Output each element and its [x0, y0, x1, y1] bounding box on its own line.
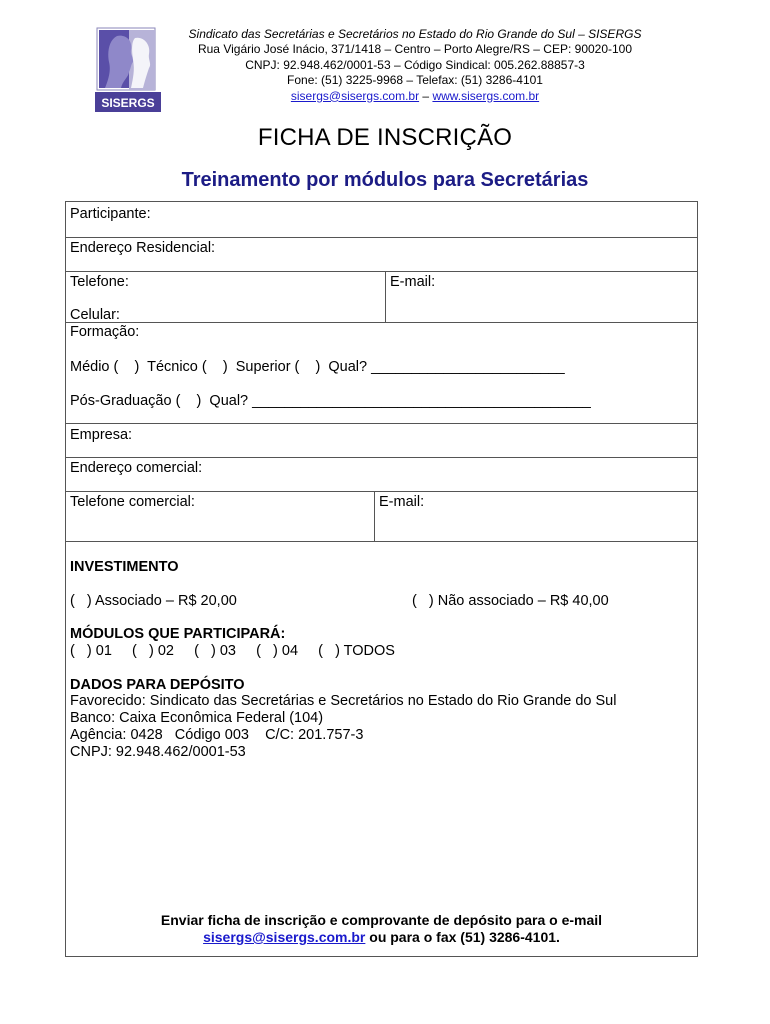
deposito-cnpj: CNPJ: 92.948.462/0001-53	[70, 744, 246, 760]
row-divider	[66, 423, 697, 424]
letterhead-contacts	[150, 89, 680, 104]
field-telefone[interactable]: Telefone:	[70, 274, 129, 290]
row-divider	[66, 541, 697, 542]
deposito-agencia: Agência: 0428 Código 003 C/C: 201.757-3	[70, 727, 364, 743]
row-divider	[66, 322, 697, 323]
deposito-banco: Banco: Caixa Econômica Federal (104)	[70, 710, 324, 726]
deposito-favorecido: Favorecido: Sindicato das Secretárias e Secretários no Estado do Rio Grande do Sul	[70, 693, 617, 709]
footer-email-link[interactable]: sisergs@sisergs.com.br	[203, 929, 366, 945]
field-endereco-comercial[interactable]: Endereço comercial:	[70, 460, 203, 476]
pos-graduacao-option[interactable]: Pós-Graduação ( ) Qual? __________________________________________	[70, 393, 591, 409]
field-email-comercial[interactable]: E-mail:	[379, 494, 425, 510]
letterhead-address: Rua Vigário José Inácio, 371/1418 – Centro – Porto Alegre/RS – CEP: 90020-100	[197, 42, 633, 57]
column-divider	[374, 491, 375, 541]
field-email[interactable]: E-mail:	[390, 274, 436, 290]
option-nao-associado[interactable]: ( ) Não associado – R$ 40,00	[412, 593, 609, 609]
formacao-nivel-options[interactable]: Médio ( ) Técnico ( ) Superior ( ) Qual? ________________________	[70, 359, 565, 375]
registration-form	[65, 201, 698, 957]
row-divider	[66, 271, 697, 272]
row-divider	[66, 237, 697, 238]
letterhead-email-link[interactable]: sisergs@sisergs.com.br	[290, 88, 420, 103]
document-subtitle: Treinamento por módulos para Secretárias	[181, 169, 589, 191]
footer-contact	[66, 929, 697, 945]
letterhead-phone: Fone: (51) 3225-9968 – Telefax: (51) 3286-4101	[287, 73, 543, 88]
field-formacao: Formação:	[70, 324, 140, 340]
letterhead-separator: –	[419, 88, 433, 103]
row-divider	[66, 491, 697, 492]
footer-instruction: Enviar ficha de inscrição e comprovante de depósito para o e-mail	[160, 912, 603, 928]
letterhead-website-link[interactable]: www.sisergs.com.br	[432, 88, 540, 103]
letterhead	[150, 27, 680, 104]
letterhead-cnpj: CNPJ: 92.948.462/0001-53 – Código Sindical: 005.262.88857-3	[245, 57, 585, 72]
column-divider	[385, 271, 386, 322]
investimento-heading: INVESTIMENTO	[70, 559, 179, 575]
field-endereco-residencial[interactable]: Endereço Residencial:	[70, 240, 216, 256]
field-celular[interactable]: Celular:	[70, 307, 120, 323]
field-empresa[interactable]: Empresa:	[70, 427, 133, 443]
row-divider	[66, 457, 697, 458]
modulos-options[interactable]: ( ) 01 ( ) 02 ( ) 03 ( ) 04 ( ) TODOS	[70, 643, 395, 659]
footer-fax: ou para o fax (51) 3286-4101.	[365, 929, 560, 945]
document-title: FICHA DE INSCRIÇÃO	[257, 124, 513, 151]
option-associado[interactable]: ( ) Associado – R$ 20,00	[70, 593, 237, 609]
field-participante[interactable]: Participante:	[70, 206, 151, 222]
field-telefone-comercial[interactable]: Telefone comercial:	[70, 494, 195, 510]
svg-text:SISERGS: SISERGS	[101, 96, 155, 110]
deposito-heading: DADOS PARA DEPÓSITO	[70, 677, 245, 693]
letterhead-org-name: Sindicato das Secretárias e Secretários no Estado do Rio Grande do Sul – SISERGS	[188, 27, 642, 41]
modulos-heading: MÓDULOS QUE PARTICIPARÁ:	[70, 626, 286, 642]
